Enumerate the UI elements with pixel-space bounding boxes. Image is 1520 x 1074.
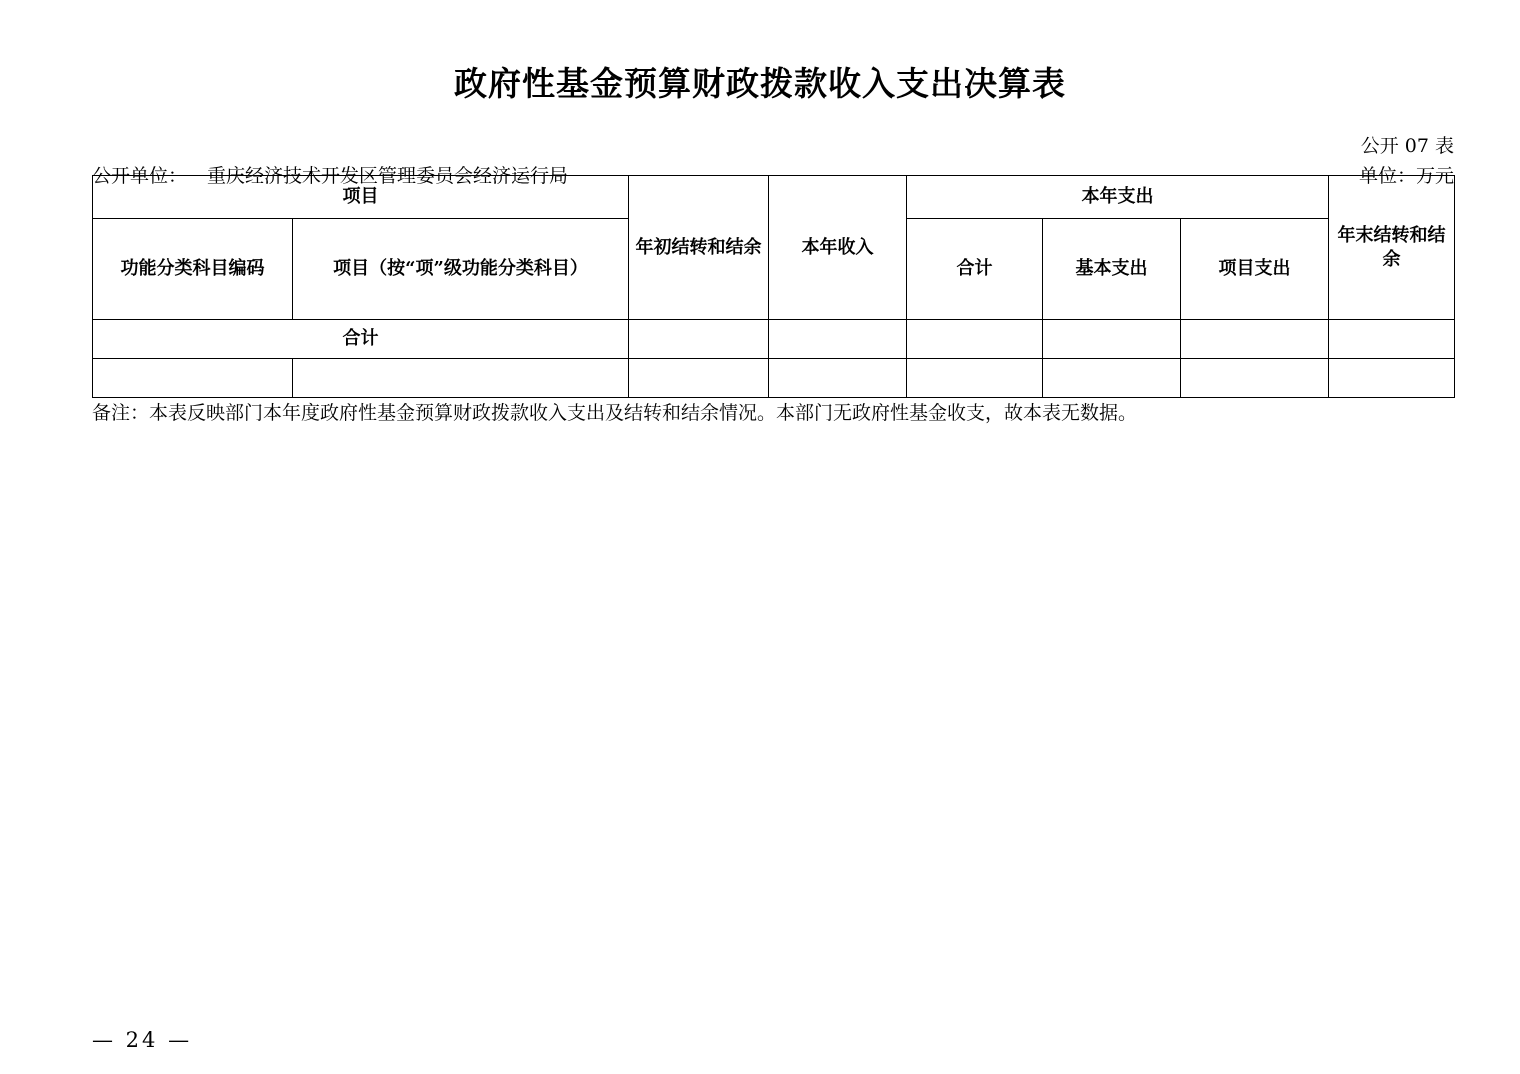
row-blank-exp-total <box>907 359 1043 398</box>
page-title: 政府性基金预算财政拨款收入支出决算表 <box>454 64 1066 103</box>
header-exp-basic: 基本支出 <box>1043 219 1181 320</box>
form-number: 公开 07 表 <box>1360 135 1454 157</box>
table-header-row-top <box>93 176 1455 219</box>
table-row <box>93 359 1455 398</box>
page-number: — 24 — <box>92 1028 193 1052</box>
row-blank-year-income <box>769 359 907 398</box>
org-name: 重庆经济技术开发区管理委员会经济运行局 <box>207 165 569 187</box>
header-closing-balance: 年末结转和结余 <box>1329 176 1455 320</box>
form-number-row <box>0 131 1520 155</box>
row-total-exp-total <box>907 320 1043 359</box>
row-blank-opening-balance <box>629 359 769 398</box>
header-opening-balance: 年初结转和结余 <box>629 176 769 320</box>
row-blank-label <box>293 359 629 398</box>
header-project-group: 项目 <box>93 176 629 219</box>
header-project-name: 项目（按“项”级功能分类科目） <box>293 219 629 320</box>
row-blank-exp-basic <box>1043 359 1181 398</box>
row-blank-exp-project <box>1181 359 1329 398</box>
row-blank-code <box>93 359 293 398</box>
row-blank-closing-balance <box>1329 359 1455 398</box>
header-year-income: 本年收入 <box>769 176 907 320</box>
row-total-exp-basic <box>1043 320 1181 359</box>
org-label: 公开单位： <box>92 165 188 187</box>
row-total-opening-balance <box>629 320 769 359</box>
header-exp-total: 合计 <box>907 219 1043 320</box>
header-function-code: 功能分类科目编码 <box>93 219 293 320</box>
budget-table <box>92 175 1455 398</box>
table-row <box>93 320 1455 359</box>
table-note: 备注：本表反映部门本年度政府性基金预算财政拨款收入支出及结转和结余情况。本部门无政府性基金收支，故本表无数据。 <box>92 402 1138 424</box>
row-total-closing-balance <box>1329 320 1455 359</box>
row-total-year-income <box>769 320 907 359</box>
header-exp-project: 项目支出 <box>1181 219 1329 320</box>
row-total-label: 合计 <box>93 320 629 359</box>
row-total-exp-project <box>1181 320 1329 359</box>
unit-label: 单位：万元 <box>1358 165 1454 187</box>
header-year-expenditure-group: 本年支出 <box>907 176 1329 219</box>
